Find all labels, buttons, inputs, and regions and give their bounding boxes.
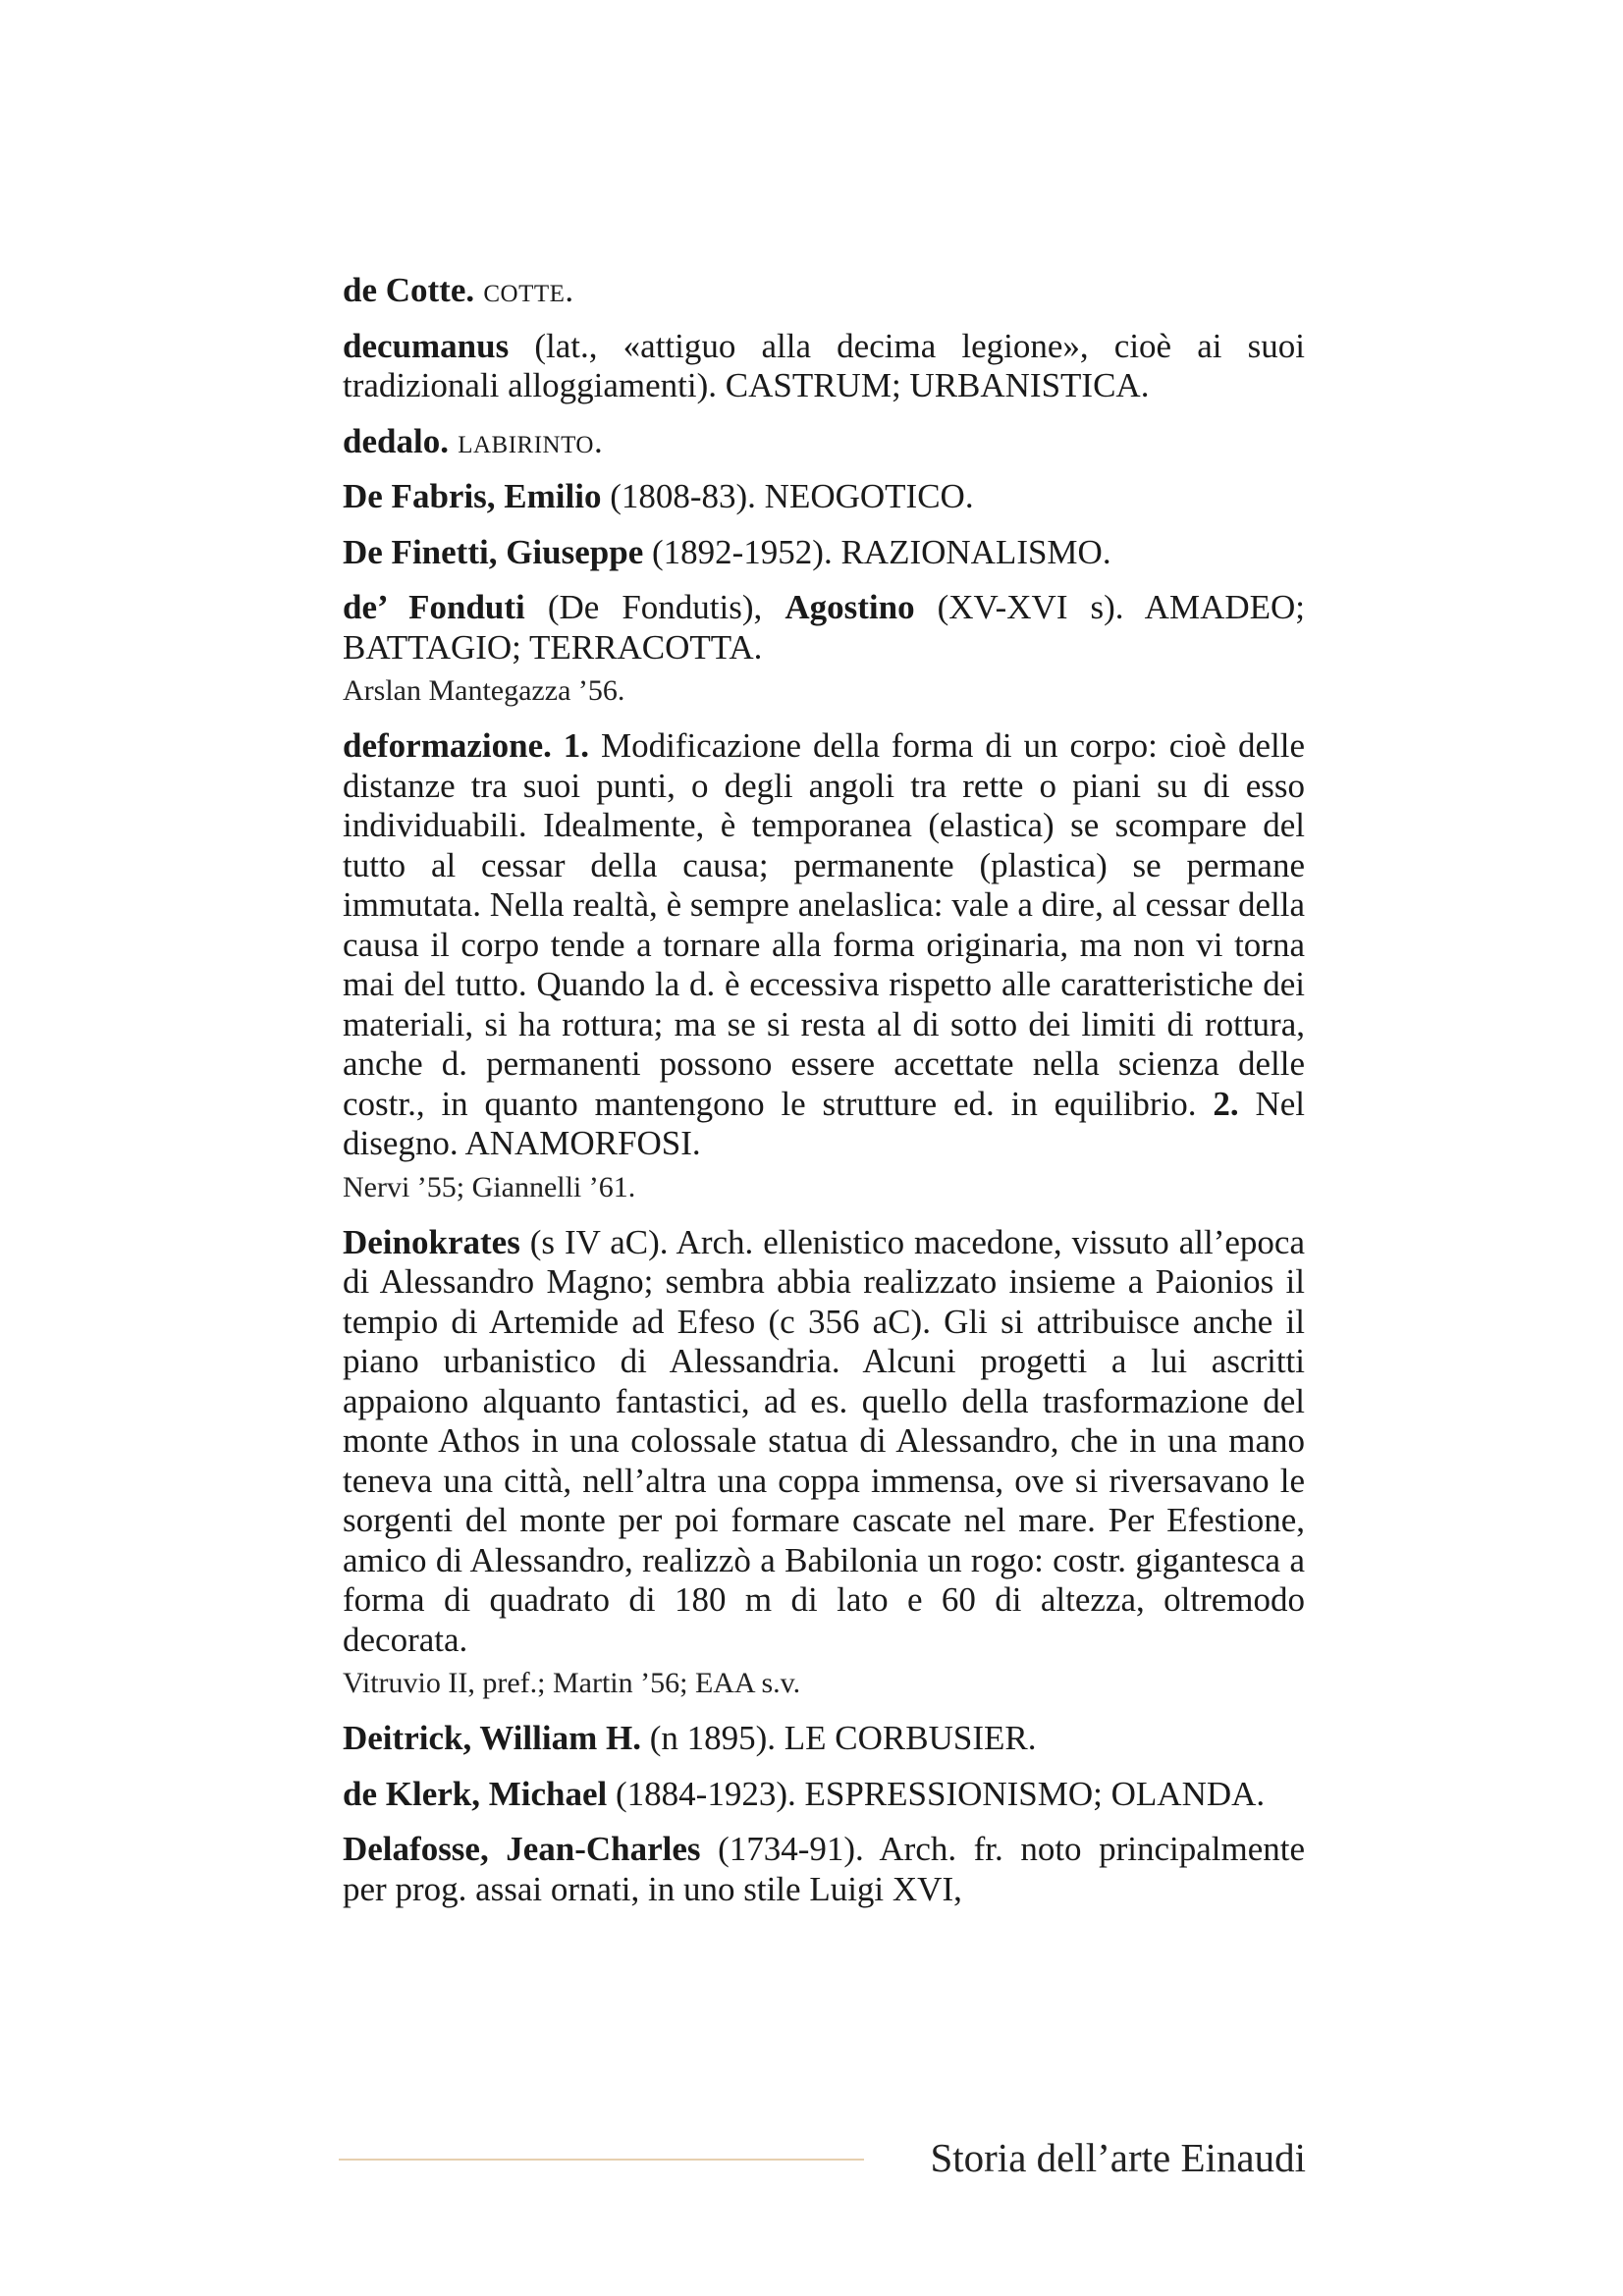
bibliography-note: Vitruvio II, pref.; Martin ’56; EAA s.v. <box>343 1667 801 1699</box>
entry-body: (1808-83). NEOGOTICO. <box>601 477 974 515</box>
footer-rule <box>339 2159 864 2161</box>
entry-headword: Delafosse, Jean-Charles <box>343 1830 701 1868</box>
entry-headword: de Cotte. <box>343 271 475 309</box>
entry-deinokrates <box>343 1223 1305 1661</box>
entry-deitrick <box>343 1719 1305 1759</box>
page-footer <box>339 2130 1306 2189</box>
entry-headword: deformazione. 1. <box>343 726 590 765</box>
entry-de-fabris <box>343 477 1305 517</box>
entry-body: (1892-1952). RAZIONALISMO. <box>643 532 1111 571</box>
entry-headword-secondary: Agostino <box>784 588 915 626</box>
entry-headword: decumanus <box>343 326 510 365</box>
cross-reference: cotte. <box>474 271 574 309</box>
entry-dedalo <box>343 422 1305 462</box>
entry-de-cotte <box>343 271 1305 311</box>
entry-sense-number: 2. <box>1196 1084 1239 1123</box>
entry-headword: De Fabris, Emilio <box>343 477 602 515</box>
entry-headword: dedalo. <box>343 421 449 460</box>
entry-headword: de’ Fonduti <box>343 588 525 626</box>
footer-title: Storia dell’arte Einaudi <box>930 2135 1306 2180</box>
entry-deformazione <box>343 726 1305 1164</box>
entry-body: (XV-XVI s). AMADEO; BATTAGIO; TERRACOTTA. <box>343 588 1306 667</box>
dictionary-text <box>343 271 1305 1925</box>
entry-headword: De Finetti, Giuseppe <box>343 532 644 571</box>
entry-headword: Deinokrates <box>343 1222 520 1261</box>
cross-reference: labirinto. <box>448 421 604 460</box>
entry-de-klerk <box>343 1775 1305 1815</box>
entry-body: Nel disegno. ANAMORFOSI. <box>343 1084 1305 1162</box>
entry-decumanus <box>343 327 1305 406</box>
entry-body: (1884-1923). ESPRESSIONISMO; OLANDA. <box>607 1774 1266 1813</box>
bibliography-note: Arslan Mantegazza ’56. <box>343 674 625 707</box>
entry-headword: de Klerk, Michael <box>343 1774 608 1813</box>
entry-body: (lat., «attiguo alla decima legione», cioè ai suoi tradizionali alloggiamenti). CASTRUM; URBANISTICA. <box>343 326 1305 404</box>
entry-delafosse <box>343 1830 1305 1909</box>
entry-body: (n 1895). LE CORBUSIER. <box>640 1719 1037 1757</box>
entry-de-finetti <box>343 533 1305 573</box>
entry-body: (De Fondutis), <box>524 588 785 626</box>
entry-body: (1734-91). Arch. fr. noto principalmente per prog. assai ornati, in uno stile Luigi XVI, <box>343 1830 1305 1908</box>
entry-body: (s IV aC). Arch. ellenistico macedone, vissuto all’epoca di Alessandro Magno; sembra abbia realizzato insieme a Paionios il tempio di Artemide ad Efeso (c 356 aC). Gli si attribuisce anche il piano urbanistico di Alessandria. Alcuni progetti a lui ascritti appaiono alquanto fantastici, ad es. quello della trasformazione del monte Athos in una colossale statua di Alessandro, che in una mano teneva una città, nell’altra una coppa immensa, ove si riversavano le sorgenti del monte per poi formare cascate nel mare. Per Efestione, amico di Alessandro, realizzò a Babilonia un rogo: costr. gigantesca a forma di quadrato di 180 m di lato e 60 di altezza, oltremodo decorata. <box>343 1222 1305 1659</box>
entry-de-fonduti <box>343 588 1305 667</box>
entry-body: Modificazione della forma di un corpo: cioè delle distanze tra suoi punti, o degli angoli tra rette o piani su di esso individuabili. Idealmente, è temporanea (elastica) se scompare del tutto al cessar della causa; permanente (plastica) se permane immutata. Nella realtà, è sempre anelaslica: vale a dire, al cessar della causa il corpo tende a tornare alla forma originaria, ma non vi torna mai del tutto. Quando la d. è eccessiva rispetto alle caratteristiche dei materiali, si ha rottura; ma se si resta al di sotto dei limiti di rottura, anche d. permanenti possono essere accettate nella scienza delle costr., in quanto mantengono le strutture ed. in equilibrio. <box>343 726 1306 1123</box>
bibliography-note: Nervi ’55; Giannelli ’61. <box>343 1170 636 1203</box>
entry-headword: Deitrick, William H. <box>343 1719 641 1757</box>
